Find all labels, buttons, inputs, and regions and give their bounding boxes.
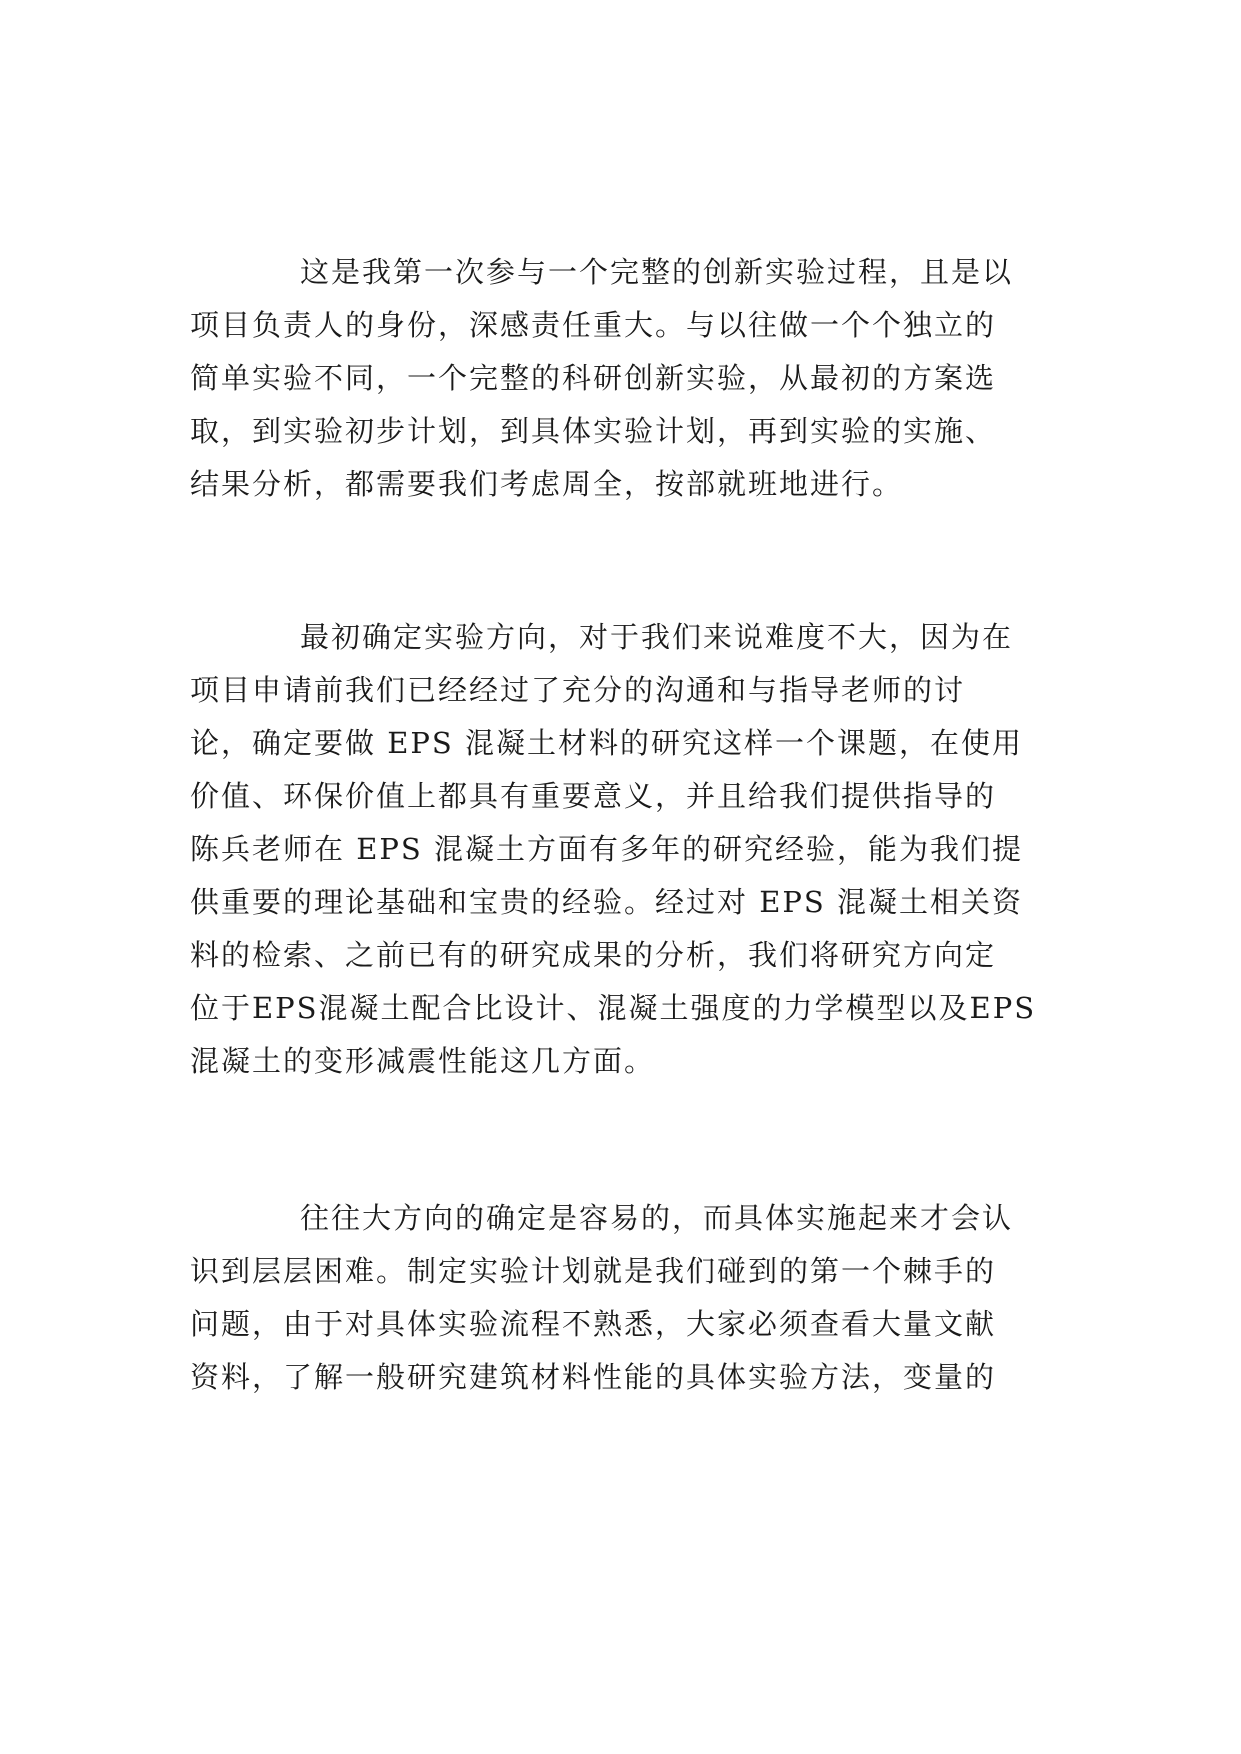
paragraph-line: 价值、环保价值上都具有重要意义，并且给我们提供指导的 bbox=[190, 779, 997, 813]
paragraph-line: 结果分析，都需要我们考虑周全，按部就班地进行。 bbox=[190, 467, 904, 501]
paragraph-line: 项目申请前我们已经经过了充分的沟通和与指导老师的讨 bbox=[190, 673, 966, 707]
paragraph-line: 简单实验不同，一个完整的科研创新实验，从最初的方案选 bbox=[190, 361, 997, 395]
paragraph-line: 资料，了解一般研究建筑材料性能的具体实验方法，变量的 bbox=[190, 1360, 997, 1394]
paragraph-line: 料的检索、之前已有的研究成果的分析，我们将研究方向定 bbox=[190, 938, 997, 972]
paragraph-line: 供重要的理论基础和宝贵的经验。经过对 EPS 混凝土相关资 bbox=[190, 885, 1023, 919]
paragraph-line: 混凝土的变形减震性能这几方面。 bbox=[190, 1044, 656, 1078]
paragraph-line: 陈兵老师在 EPS 混凝土方面有多年的研究经验，能为我们提 bbox=[190, 832, 1023, 866]
paragraph-line: 这是我第一次参与一个完整的创新实验过程，且是以 bbox=[300, 255, 1014, 289]
paragraph-line: 项目负责人的身份，深感责任重大。与以往做一个个独立的 bbox=[190, 308, 997, 342]
paragraph-line: 最初确定实验方向，对于我们来说难度不大，因为在 bbox=[300, 620, 1014, 654]
paragraph-line: 论，确定要做 EPS 混凝土材料的研究这样一个课题，在使用 bbox=[190, 726, 1023, 760]
paragraph-line: 位于EPS混凝土配合比设计、混凝土强度的力学模型以及EPS bbox=[190, 991, 1037, 1025]
paragraph-line: 问题，由于对具体实验流程不熟悉，大家必须查看大量文献 bbox=[190, 1307, 997, 1341]
paragraph-line: 往往大方向的确定是容易的，而具体实施起来才会认 bbox=[300, 1201, 1014, 1235]
paragraph-line: 识到层层困难。制定实验计划就是我们碰到的第一个棘手的 bbox=[190, 1254, 997, 1288]
paragraph-line: 取，到实验初步计划，到具体实验计划，再到实验的实施、 bbox=[190, 414, 997, 448]
